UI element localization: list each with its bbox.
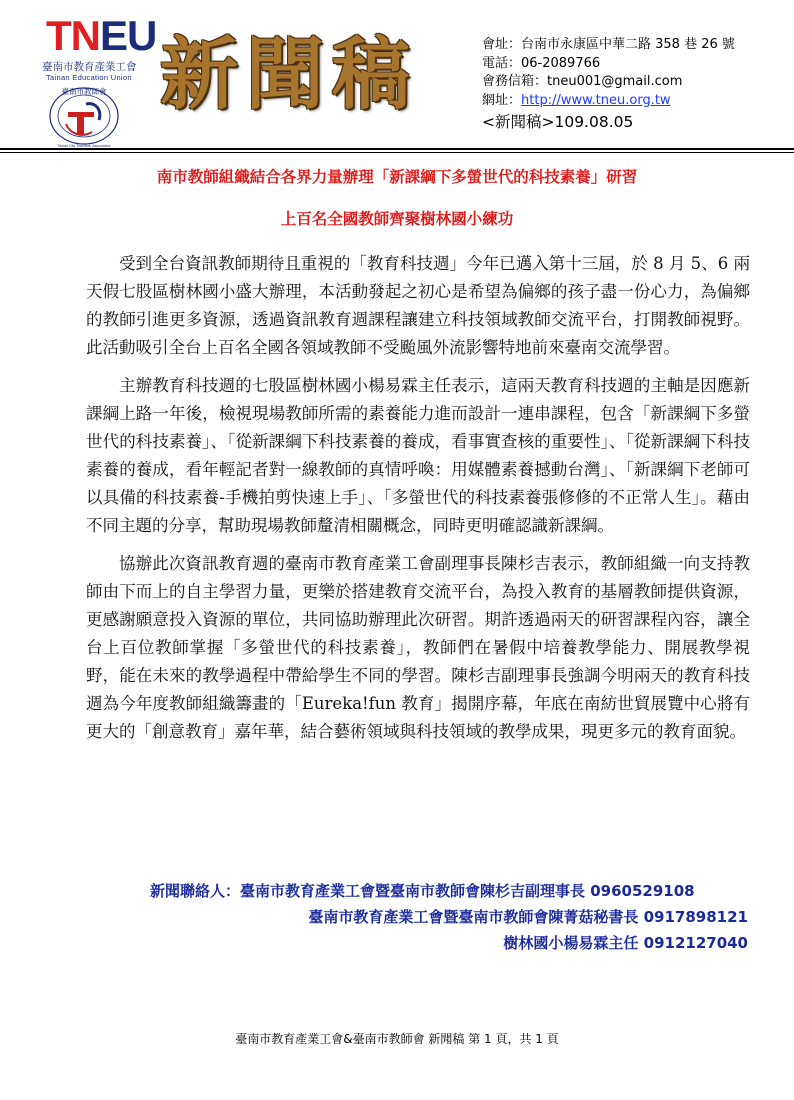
press-contact-primary: 新聞聯絡人：臺南市教育產業工會暨臺南市教師會陳杉吉副理事長 0960529108 [150,882,695,900]
tneu-blue: EU [100,12,157,59]
email: 會務信箱：tneu001@gmail.com [482,74,683,89]
press-contact-tertiary: 樹林國小楊易霖主任 0912127040 [503,934,748,952]
union-name-en: Tainan Education Union [46,73,132,82]
website-link[interactable]: http://www.tneu.org.tw [521,92,671,108]
page-footer: 臺南市教育產業工會&臺南市教師會 新聞稿 第 1 頁，共 1 頁 [235,1032,559,1046]
main-headline: 南市教師組織結合各界力量辦理「新課綱下多螢世代的科技素養」研習 [156,167,638,186]
release-date: <新聞稿>109.08.05 [482,113,634,131]
teachers-association-seal-icon [44,82,124,148]
tneu-logo-text [46,14,156,58]
article-body [86,250,750,756]
contact-info [482,36,792,132]
paragraph: 協辦此次資訊教育週的臺南市教育產業工會副理事長陳杉吉表示，教師組織一向支持教師由下而上的自主學習力量，更樂於搭建教育交流平台，為投入教育的基層教師提供資源，更感謝願意投入資源的單位，共同協助辦理此次研習。期許透過兩天的研習課程內容，讓全台上百位教師掌握「多螢世代的科技素養」，教師們在暑假中培養教學能力、開展教學視野，能在未來的教學過程中帶給學生不同的學習。陳杉吉副理事長強調今明兩天的教育科技週為今年度教師組織籌畫的「Eureka!fun 教育」揭開序幕，年底在南紡世貿展覽中心將有更大的「創意教育」嘉年華，結合藝術領域與科技領域的教學成果，現更多元的教育面貌。 [86,554,750,741]
header-divider-thin [0,152,794,153]
page-title: 新聞稿 [160,29,419,120]
header-divider [0,148,794,150]
union-logo [36,12,157,148]
paragraph: 受到全台資訊教師期待且重視的「教育科技週」今年已邁入第十三屆，於 8 月 5、6 兩天假七股區樹林國小盛大辦理，本活動發起之初心是希望為偏鄉的孩子盡一份心力，為偏鄉的教師引進更多資源，透過資訊教育週課程讓建立科技領域教師交流平台，打開教師視野。此活動吸引全台上百名全國各領域教師不受颱風外流影響特地前來臺南交流學習。 [86,254,750,357]
seal-en: Tainan City Teachers' Association [57,144,111,148]
sub-headline: 上百名全國教師齊聚樹林國小練功 [280,209,514,228]
website-row [482,92,792,111]
union-name-cn: 臺南市教育產業工會 [42,61,137,73]
paragraph: 主辦教育科技週的七股區樹林國小楊易霖主任表示，這兩天教育科技週的主軸是因應新課綱上路一年後，檢視現場教師所需的素養能力進而設計一連串課程，包含「新課綱下多螢世代的科技素養」、「從新課綱下科技素養的養成，看事實查核的重要性」、「從新課綱下科技素養的養成，看年輕記者對一線教師的真情呼喚：用媒體素養撼動台灣」、「新課綱下老師可以具備的科技素養-手機拍剪快速上手」、「多螢世代的科技素養張修修的不正常人生」。藉由不同主題的分享，幫助現場教師釐清相關概念，同時更明確認識新課綱。 [86,376,750,535]
phone: 電話：06-2089766 [482,55,601,71]
website-label: 網址： [482,92,522,108]
tneu-red: TN [46,12,100,59]
seal-text: 臺南市教師會 [61,87,107,96]
press-contact-secondary: 臺南市教育產業工會暨臺南市教師會陳菁菇秘書長 0917898121 [308,908,748,926]
press-contacts [150,878,748,956]
address: 會址：台南市永康區中華二路 358 巷 26 號 [482,37,735,52]
